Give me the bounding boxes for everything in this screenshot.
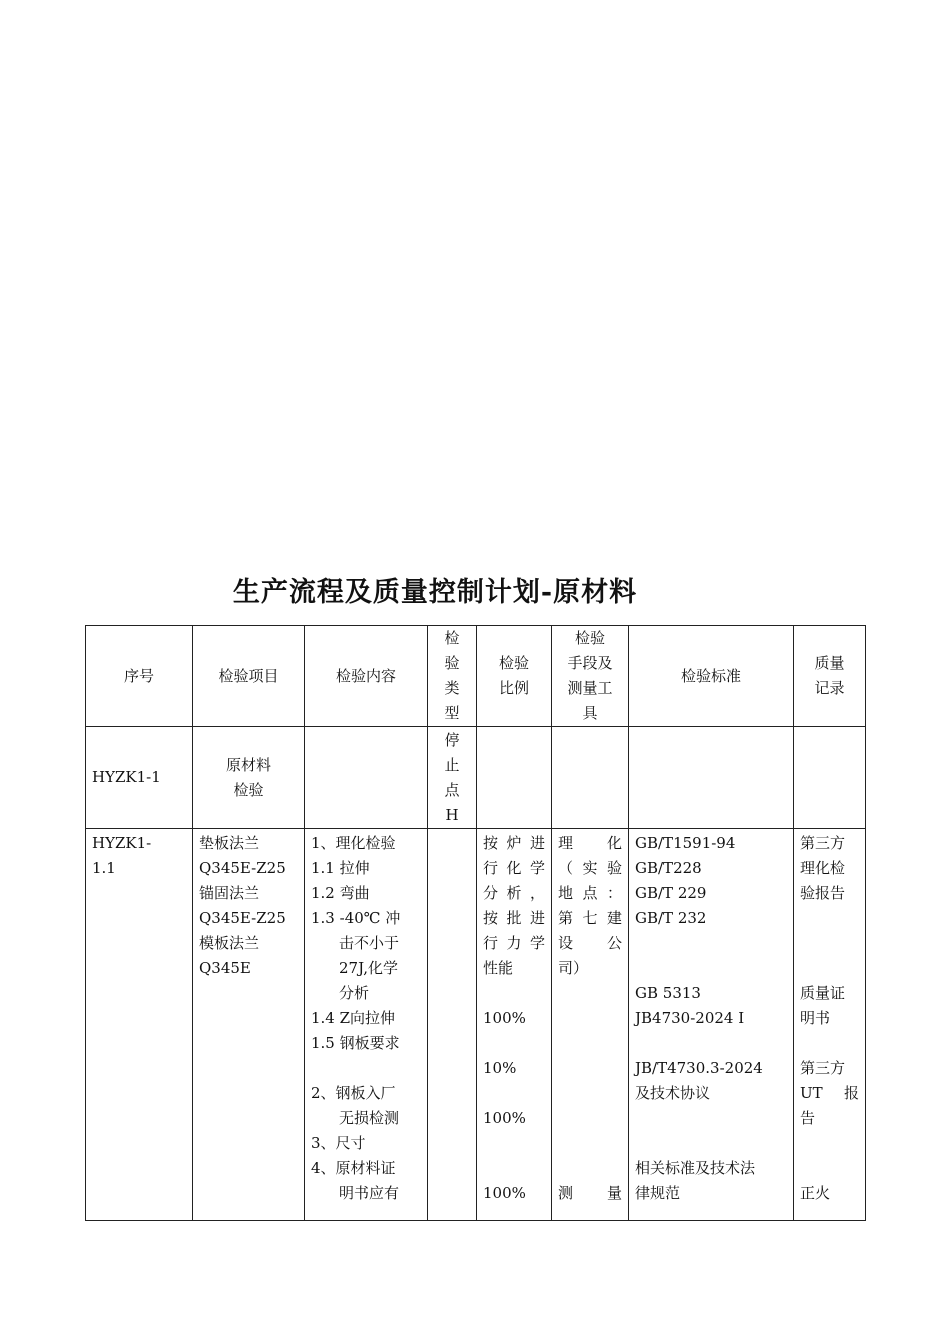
cell-ratio xyxy=(477,727,552,829)
cell-means xyxy=(552,727,629,829)
header-item: 检验项目 xyxy=(193,626,305,727)
cell-content: 1、理化检验 1.1 拉伸 1.2 弯曲 1.3 -40℃ 冲 击不小于 27J,化学 分析 1.4 Z向拉伸 1.5 钢板要求 2、钢板入厂 无损检测 3、尺寸 4、原材料证 明书应有 xyxy=(305,829,428,1221)
header-standard: 检验标准 xyxy=(629,626,794,727)
header-content: 检验内容 xyxy=(305,626,428,727)
cell-type: 停 止 点 H xyxy=(428,727,477,829)
cell-record xyxy=(794,727,866,829)
page-title: 生产流程及质量控制计划-原材料 xyxy=(232,577,638,608)
header-means: 检验 手段及 测量工 具 xyxy=(552,626,629,727)
cell-seq: HYZK1- 1.1 xyxy=(86,829,193,1221)
cell-standard xyxy=(629,727,794,829)
cell-ratio: 按炉进 行化学 分析， 按批进 行力学 性能 100% 10% 100% 100% xyxy=(477,829,552,1221)
cell-item: 原材料 检验 xyxy=(193,727,305,829)
header-seq: 序号 xyxy=(86,626,193,727)
quality-control-table xyxy=(85,625,866,1221)
cell-record: 第三方 理化检 验报告 质量证 明书 第三方 UT 报 告 正火 xyxy=(794,829,866,1221)
cell-item: 垫板法兰 Q345E-Z25 锚固法兰 Q345E-Z25 模板法兰 Q345E xyxy=(193,829,305,1221)
table-row xyxy=(86,829,866,1221)
table-header-row xyxy=(86,626,866,727)
header-record: 质量 记录 xyxy=(794,626,866,727)
cell-content xyxy=(305,727,428,829)
header-type: 检 验 类 型 xyxy=(428,626,477,727)
cell-means: 理 化 （实验 地点： 第七建 设 公 司） 测 量 xyxy=(552,829,629,1221)
cell-seq: HYZK1-1 xyxy=(86,727,193,829)
cell-standard: GB/T1591-94 GB/T228 GB/T 229 GB/T 232 GB 5313 JB4730-2024 I JB/T4730.3-2024 及技术协议 相关标准及技术法 律规范 xyxy=(629,829,794,1221)
table-row xyxy=(86,727,866,829)
cell-type xyxy=(428,829,477,1221)
header-ratio: 检验 比例 xyxy=(477,626,552,727)
